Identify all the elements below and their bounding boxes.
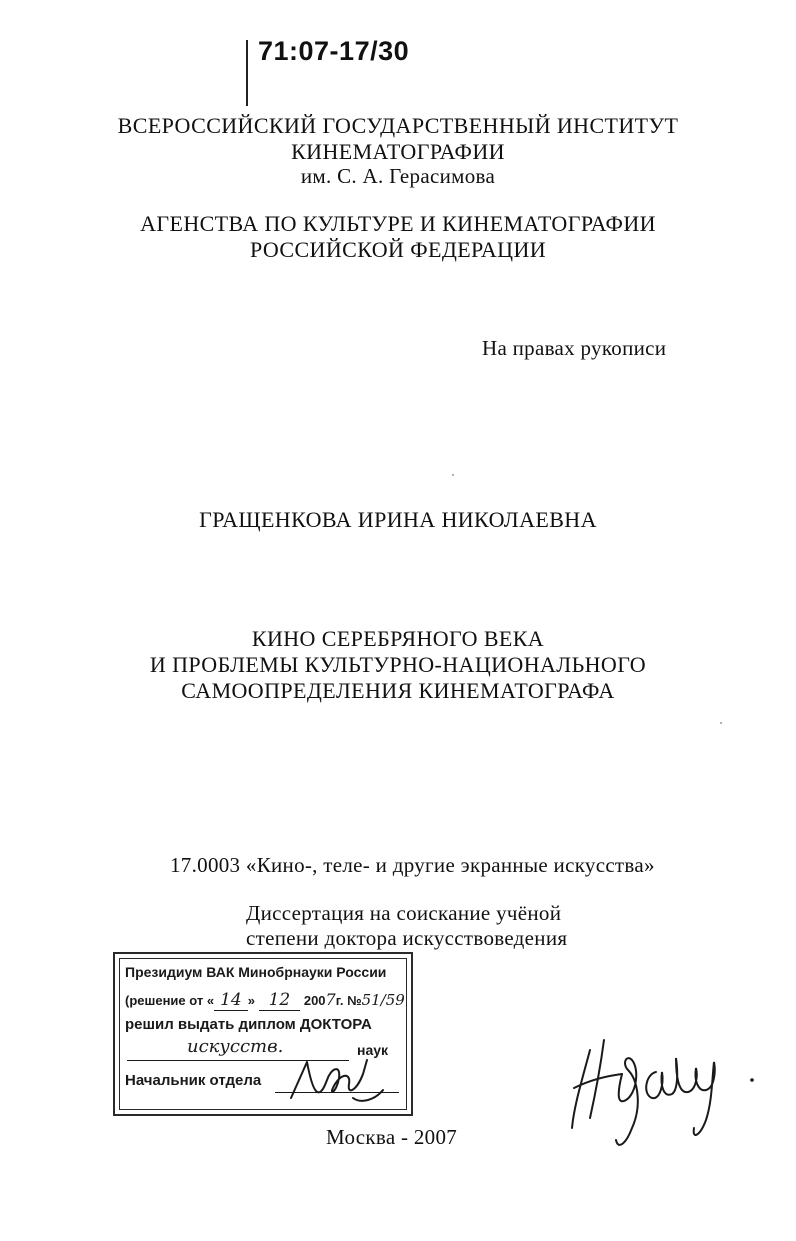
institute-name-line2: КИНЕМАТОГРАФИИ	[291, 139, 505, 164]
stamp-year-suffix: 7	[325, 990, 336, 1009]
agency-line2: РОССИЙСКОЙ ФЕДЕРАЦИИ	[249, 237, 547, 262]
institute-name-line1: ВСЕРОССИЙСКИЙ ГОСУДАРСТВЕННЫЙ ИНСТИТУТ	[117, 113, 679, 138]
stamp-year-prefix: 200	[303, 993, 326, 1008]
scan-speck	[720, 722, 722, 724]
vak-stamp	[113, 952, 413, 1116]
scan-speck	[452, 474, 454, 476]
manuscript-note: На правах рукописи	[482, 336, 667, 360]
title-line2: И ПРОБЛЕМЫ КУЛЬТУРНО-НАЦИОНАЛЬНОГО	[149, 652, 647, 677]
stamp-year-label: г. №	[335, 993, 362, 1008]
author-signature	[560, 1010, 770, 1160]
stamp-line5: Начальник отдела	[125, 1072, 262, 1089]
stamp-decision-prefix: (решение от «	[125, 993, 215, 1008]
title-line1: КИНО СЕРЕБРЯНОГО ВЕКА	[251, 626, 545, 651]
author-name: ГРАЩЕНКОВА ИРИНА НИКОЛАЕВНА	[199, 507, 597, 532]
stamp-field-suffix: наук	[357, 1042, 389, 1058]
stamp-month: 12	[259, 990, 301, 1011]
stamp-line1: Президиум ВАК Минобрнауки России	[125, 964, 387, 980]
stamp-day: 14	[214, 990, 248, 1011]
degree-line1: Диссертация на соискание учёной	[246, 901, 562, 925]
degree-line2: степени доктора искусствоведения	[246, 926, 568, 950]
stamp-line3: решил выдать диплом ДОКТОРА	[125, 1016, 372, 1033]
stamp-field-handwritten: искусств.	[187, 1036, 284, 1057]
specialty: 17.0003 «Кино-, теле- и другие экранные искусства»	[170, 853, 655, 877]
city-year: Москва - 2007	[326, 1125, 458, 1149]
stamp-signature	[283, 1054, 393, 1112]
stamp-decision-line	[125, 990, 405, 1010]
archive-code: 71:07-17/30	[258, 36, 410, 66]
agency-line1: АГЕНСТВА ПО КУЛЬТУРЕ И КИНЕМАТОГРАФИИ	[140, 211, 656, 236]
institute-named-after: им. С. А. Герасимова	[300, 164, 496, 188]
stamp-mid: »	[247, 993, 255, 1008]
stamp-number: 51/59	[361, 991, 405, 1009]
margin-rule	[246, 40, 248, 106]
title-line3: САМООПРЕДЕЛЕНИЯ КИНЕМАТОГРАФА	[181, 678, 615, 703]
